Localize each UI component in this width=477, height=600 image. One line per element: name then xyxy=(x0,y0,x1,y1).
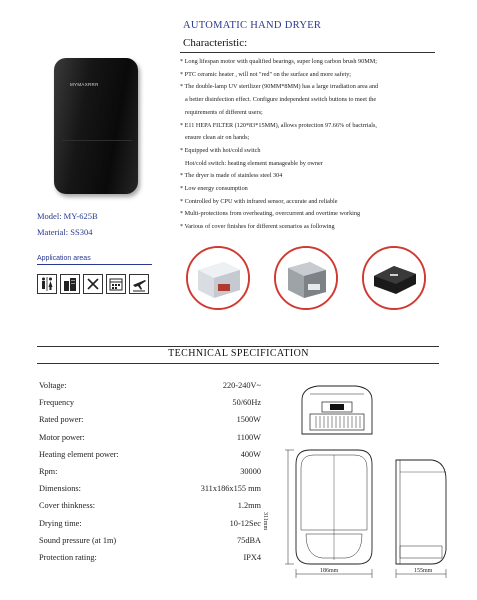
restroom-icon xyxy=(37,274,57,294)
height-dimension-label: 311mm xyxy=(262,512,268,531)
spec-value: 10-12Sec xyxy=(229,518,261,528)
dimension-drawing xyxy=(282,380,462,585)
restaurant-icon xyxy=(83,274,103,294)
feature-item: * The dryer is made of stainless steel 304 xyxy=(180,172,283,180)
product-seam xyxy=(62,140,132,188)
characteristic-heading: Characteristic: xyxy=(183,37,248,49)
office-icon xyxy=(106,274,126,294)
bottom-view-drawing xyxy=(302,386,372,434)
spec-row xyxy=(39,484,261,499)
feature-list xyxy=(180,56,440,234)
model-label: Model: MY-625B xyxy=(37,211,98,221)
application-areas-underline xyxy=(37,264,152,265)
spec-label: Dimensions: xyxy=(39,484,81,494)
airport-icon xyxy=(129,274,149,294)
application-areas-title: Application areas xyxy=(37,255,91,262)
feature-item: ensure clean air on hands; xyxy=(185,134,250,142)
feature-item: * The double-lamp UV sterilizer (90MM*8MM) has a large irradiation area and xyxy=(180,83,379,91)
spec-value: 1.2mm xyxy=(237,501,261,511)
feature-item: * Long lifespan motor with qualified bearings, super long carbon brush 90MM; xyxy=(180,58,377,65)
spec-value: 50/60Hz xyxy=(232,398,261,408)
spec-value: 1500W xyxy=(236,415,261,425)
material-label: Material: SS304 xyxy=(37,227,93,237)
black-finish-photo xyxy=(362,246,426,310)
spec-value: 75dBA xyxy=(237,535,261,545)
spec-row xyxy=(39,432,261,448)
spec-row xyxy=(39,467,261,482)
feature-item: * Controlled by CPU with infrared sensor, accurate and reliable xyxy=(180,197,338,205)
spec-value: 311x186x155 mm xyxy=(200,484,261,494)
spec-label: Frequency xyxy=(39,398,75,408)
spec-label: Motor power: xyxy=(39,432,85,442)
spec-row xyxy=(39,553,261,568)
feature-item: * E11 HEPA FILTER (120*83*15MM), allows protection 97.66% of bactrrials, xyxy=(180,121,377,129)
spec-value: 1100W xyxy=(236,432,261,442)
spec-row xyxy=(39,518,261,534)
silver-finish-photo xyxy=(274,246,338,310)
feature-item: * PTC ceramic heater , will not "red" on the surface and more safety; xyxy=(180,70,352,78)
heading-divider xyxy=(180,52,435,53)
white-finish-photo xyxy=(186,246,250,310)
building-icon xyxy=(60,274,80,294)
spec-divider-bottom xyxy=(37,363,439,364)
spec-label: Protection rating: xyxy=(39,553,97,562)
depth-dimension-label: 155mm xyxy=(414,568,433,574)
brand-logo: MYMAXRRR xyxy=(70,82,99,87)
page-title: AUTOMATIC HAND DRYER xyxy=(183,20,322,31)
product-photo xyxy=(54,58,138,194)
spec-row xyxy=(39,449,261,465)
feature-item: a better disinfection effect. Configure independent switch buttons to meet the xyxy=(185,96,377,104)
spec-row xyxy=(39,535,261,551)
tech-spec-title: TECHNICAL SPECIFICATION xyxy=(168,348,309,359)
spec-divider-top xyxy=(37,346,439,347)
width-dimension-label: 186mm xyxy=(320,568,339,574)
spec-label: Drying time: xyxy=(39,518,82,528)
spec-label: Rpm: xyxy=(39,467,58,476)
feature-item: * Low energy consumption xyxy=(180,185,248,193)
spec-label: Sound pressure (at 1m) xyxy=(39,535,117,545)
feature-item: * Various of cover finishes for different scenarios as following xyxy=(180,223,335,231)
spec-row xyxy=(39,501,261,516)
spec-label: Rated power: xyxy=(39,415,84,425)
feature-item: * Equipped with hot/cold switch xyxy=(180,146,261,154)
feature-item: requirements of different users; xyxy=(185,108,263,116)
spec-row xyxy=(39,398,261,413)
spec-row xyxy=(39,415,261,430)
spec-label: Cover thinkness: xyxy=(39,501,95,511)
front-view-drawing xyxy=(285,450,372,578)
application-icons xyxy=(37,274,149,294)
spec-label: Heating element power: xyxy=(39,449,119,459)
side-view-drawing xyxy=(396,460,446,578)
spec-value: IPX4 xyxy=(243,553,261,562)
spec-row xyxy=(39,381,261,396)
spec-value: 220-240V~ xyxy=(222,381,261,390)
spec-value: 30000 xyxy=(240,467,261,476)
spec-value: 400W xyxy=(240,449,261,459)
feature-item: Hot/cold switch: heating element manageable by owner xyxy=(185,159,323,167)
feature-item: * Multi-protections from overheating, overcurrent and overtime working xyxy=(180,210,361,218)
spec-label: Voltage: xyxy=(39,381,67,390)
